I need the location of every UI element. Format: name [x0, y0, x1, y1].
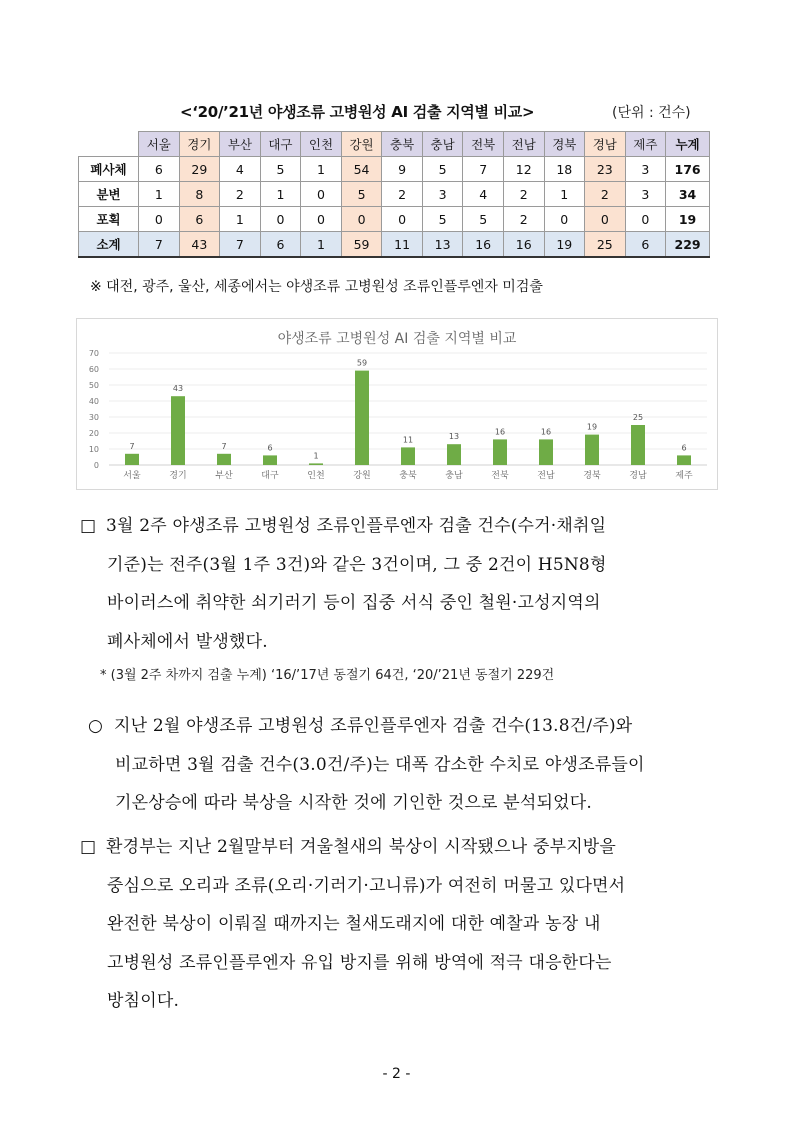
bar-경북 — [585, 435, 599, 465]
data-label: 59 — [356, 358, 368, 368]
title-row — [0, 101, 793, 125]
table-cell: 6 — [139, 157, 180, 182]
paragraph-2-line-1 — [88, 707, 728, 746]
x-tick-label: 경남 — [629, 471, 647, 481]
x-tick-label: 제주 — [675, 471, 693, 481]
header-daegu: 대구 — [260, 132, 301, 157]
paragraph-3-line-2: 중심으로 오리과 조류(오리·기러기·고니류)가 여전히 머물고 있다면서 — [107, 875, 626, 896]
paragraph-3-line-4: 고병원성 조류인플루엔자 유입 방지를 위해 방역에 적극 대응한다는 — [107, 952, 612, 973]
table-cell: 7 — [220, 232, 261, 258]
table-cell: 1 — [301, 157, 342, 182]
table-cell: 59 — [341, 232, 382, 258]
text: 환경부는 지난 2월말부터 겨울철새의 북상이 시작됐으나 중부지방을 — [106, 837, 617, 857]
table-cell: 2 — [503, 182, 544, 207]
paragraph-3-line-1 — [80, 828, 730, 867]
header-chungbuk: 충북 — [382, 132, 423, 157]
bar-부산 — [217, 454, 231, 465]
table-cell: 2 — [382, 182, 423, 207]
x-tick-label: 부산 — [215, 471, 233, 481]
paragraph-1-line-2: 기준)는 전주(3월 1주 3건)와 같은 3건이며, 그 중 2건이 H5N8형 — [107, 554, 607, 575]
table-cell: 5 — [463, 207, 504, 232]
table-cell: 9 — [382, 157, 423, 182]
x-tick-label: 서울 — [123, 471, 141, 481]
bar-제주 — [677, 455, 691, 465]
x-tick-label: 전남 — [537, 471, 555, 481]
table-cell: 0 — [301, 182, 342, 207]
table-cell: 1 — [260, 182, 301, 207]
bar-대구 — [263, 455, 277, 465]
y-tick-label: 50 — [88, 381, 99, 390]
table-cell: 2 — [503, 207, 544, 232]
row-label: 분변 — [79, 182, 139, 207]
header-chungnam: 충남 — [422, 132, 463, 157]
table-cell: 1 — [544, 182, 585, 207]
bar-충남 — [447, 444, 461, 465]
y-tick-label: 30 — [88, 413, 99, 422]
paragraph-1-line-3: 바이러스에 취약한 쇠기러기 등이 집중 서식 중인 철원·고성지역의 — [107, 593, 601, 613]
x-tick-label: 대구 — [261, 471, 279, 481]
header-gyeonggi: 경기 — [179, 132, 220, 157]
table-cell: 16 — [503, 232, 544, 258]
header-gangwon: 강원 — [341, 132, 382, 157]
table-cell: 16 — [463, 232, 504, 258]
data-label: 25 — [632, 413, 644, 422]
table-cell: 5 — [341, 182, 382, 207]
region-comparison-table — [78, 131, 710, 258]
data-label: 6 — [267, 443, 273, 453]
paragraph-2-line-2: 비교하면 3월 검출 건수(3.0건/주)는 대폭 감소한 수치로 야생조류들이 — [115, 754, 645, 775]
paragraph-2-line-3: 기온상승에 따라 북상을 시작한 것에 기인한 것으로 분석되었다. — [115, 793, 593, 813]
y-tick-label: 40 — [88, 397, 99, 406]
x-tick-label: 인천 — [307, 471, 325, 481]
bar-인천 — [309, 463, 323, 465]
table-cell: 18 — [544, 157, 585, 182]
chart-title: 야생조류 고병원성 AI 검출 지역별 비교 — [277, 331, 517, 347]
table-cell-total: 19 — [666, 207, 710, 232]
circle-bullet: ○ — [88, 716, 104, 736]
table-cell: 2 — [220, 182, 261, 207]
row-label: 폐사체 — [79, 157, 139, 182]
table-cell: 0 — [585, 207, 626, 232]
y-tick-label: 70 — [88, 349, 99, 358]
no-detection-note: ※ 대전, 광주, 울산, 세종에서는 야생조류 고병원성 조류인플루엔자 미검출 — [90, 279, 543, 295]
table-cell: 7 — [139, 232, 180, 258]
checkbox-bullet: □ — [80, 516, 97, 536]
y-tick-label: 60 — [88, 365, 99, 374]
x-tick-label: 충남 — [445, 471, 463, 481]
paragraph-3 — [80, 828, 730, 1021]
x-tick-label: 전북 — [491, 471, 509, 481]
bar-chart-svg — [77, 319, 717, 489]
table-cell: 4 — [220, 157, 261, 182]
table-cell: 29 — [179, 157, 220, 182]
row-label: 소계 — [79, 232, 139, 258]
table-cell: 13 — [422, 232, 463, 258]
table-cell: 2 — [585, 182, 626, 207]
x-tick-label: 경기 — [169, 471, 187, 481]
header-incheon: 인천 — [301, 132, 342, 157]
y-tick-label: 20 — [88, 429, 99, 438]
table-cell: 0 — [260, 207, 301, 232]
table-cell: 0 — [625, 207, 666, 232]
bar-chart — [76, 318, 718, 490]
y-tick-label: 10 — [88, 445, 99, 454]
table-cell: 5 — [422, 207, 463, 232]
paragraph-1-line-1 — [80, 507, 730, 546]
table-cell-total: 229 — [666, 232, 710, 258]
paragraph-3-line-3: 완전한 북상이 이뤄질 때까지는 철새도래지에 대한 예찰과 농장 내 — [107, 914, 601, 934]
data-label: 11 — [402, 435, 414, 445]
data-label: 7 — [221, 441, 227, 451]
table-corner-cell — [79, 132, 139, 157]
table-cell: 43 — [179, 232, 220, 258]
bar-전남 — [539, 439, 553, 465]
header-seoul: 서울 — [139, 132, 180, 157]
table-row — [79, 157, 710, 182]
table-cell: 25 — [585, 232, 626, 258]
paragraph-1-line-4: 폐사체에서 발생했다. — [107, 631, 268, 652]
table-cell: 3 — [625, 182, 666, 207]
header-gyeongnam: 경남 — [585, 132, 626, 157]
table-cell: 0 — [139, 207, 180, 232]
bar-경남 — [631, 425, 645, 465]
header-jeju: 제주 — [625, 132, 666, 157]
data-label: 43 — [172, 384, 184, 394]
data-label: 19 — [586, 422, 598, 432]
table-cell: 3 — [422, 182, 463, 207]
table-cell: 5 — [422, 157, 463, 182]
data-label: 13 — [448, 432, 460, 442]
document-title: <‘20/’21년 야생조류 고병원성 AI 검출 지역별 비교> — [180, 103, 535, 121]
table-cell: 0 — [301, 207, 342, 232]
table-cell: 23 — [585, 157, 626, 182]
table-cell: 1 — [220, 207, 261, 232]
x-tick-label: 충북 — [399, 471, 417, 481]
bar-경기 — [171, 396, 185, 465]
table-cell-total: 176 — [666, 157, 710, 182]
table-cell: 1 — [301, 232, 342, 258]
header-gyeongbuk: 경북 — [544, 132, 585, 157]
x-tick-label: 경북 — [583, 471, 601, 481]
paragraph-2 — [88, 707, 728, 823]
unit-label: (단위 : 건수) — [612, 105, 691, 121]
paragraph-1 — [80, 507, 730, 661]
table-header-row — [79, 132, 710, 157]
header-busan: 부산 — [220, 132, 261, 157]
table-cell-total: 34 — [666, 182, 710, 207]
data-label: 6 — [681, 443, 687, 453]
text: 지난 2월 야생조류 고병원성 조류인플루엔자 검출 건수(13.8건/주)와 — [114, 716, 633, 736]
table-row — [79, 207, 710, 232]
data-label: 7 — [129, 441, 135, 451]
page-number: - 2 - — [382, 1066, 411, 1082]
bar-전북 — [493, 439, 507, 465]
table-cell: 54 — [341, 157, 382, 182]
data-label: 16 — [494, 427, 506, 437]
bar-강원 — [355, 371, 369, 465]
checkbox-bullet: □ — [80, 837, 97, 857]
table-cell: 6 — [260, 232, 301, 258]
data-label: 1 — [313, 451, 319, 461]
footnote: * (3월 2주 차까지 검출 누계) ‘16/’17년 동절기 64건, ‘20/’21년 동절기 229건 — [100, 668, 555, 683]
table-cell: 8 — [179, 182, 220, 207]
x-tick-label: 강원 — [353, 471, 371, 481]
bar-충북 — [401, 447, 415, 465]
table-cell: 6 — [179, 207, 220, 232]
row-label: 포획 — [79, 207, 139, 232]
table-row — [79, 182, 710, 207]
paragraph-3-line-5: 방침이다. — [107, 991, 180, 1011]
y-tick-label: 0 — [93, 461, 99, 470]
header-jeonnam: 전남 — [503, 132, 544, 157]
table-cell: 0 — [382, 207, 423, 232]
header-jeonbuk: 전북 — [463, 132, 504, 157]
table-cell: 11 — [382, 232, 423, 258]
table-cell: 3 — [625, 157, 666, 182]
table-cell: 0 — [544, 207, 585, 232]
table-cell: 7 — [463, 157, 504, 182]
text: 3월 2주 야생조류 고병원성 조류인플루엔자 검출 건수(수거·채취일 — [106, 516, 607, 536]
data-label: 16 — [540, 427, 552, 437]
table-cell: 1 — [139, 182, 180, 207]
table-cell: 5 — [260, 157, 301, 182]
table-cell: 6 — [625, 232, 666, 258]
table-cell: 4 — [463, 182, 504, 207]
bar-서울 — [125, 454, 139, 465]
header-total: 누계 — [666, 132, 710, 157]
table-cell: 12 — [503, 157, 544, 182]
table-cell: 0 — [341, 207, 382, 232]
table-row-subtotal — [79, 232, 710, 258]
table-cell: 19 — [544, 232, 585, 258]
